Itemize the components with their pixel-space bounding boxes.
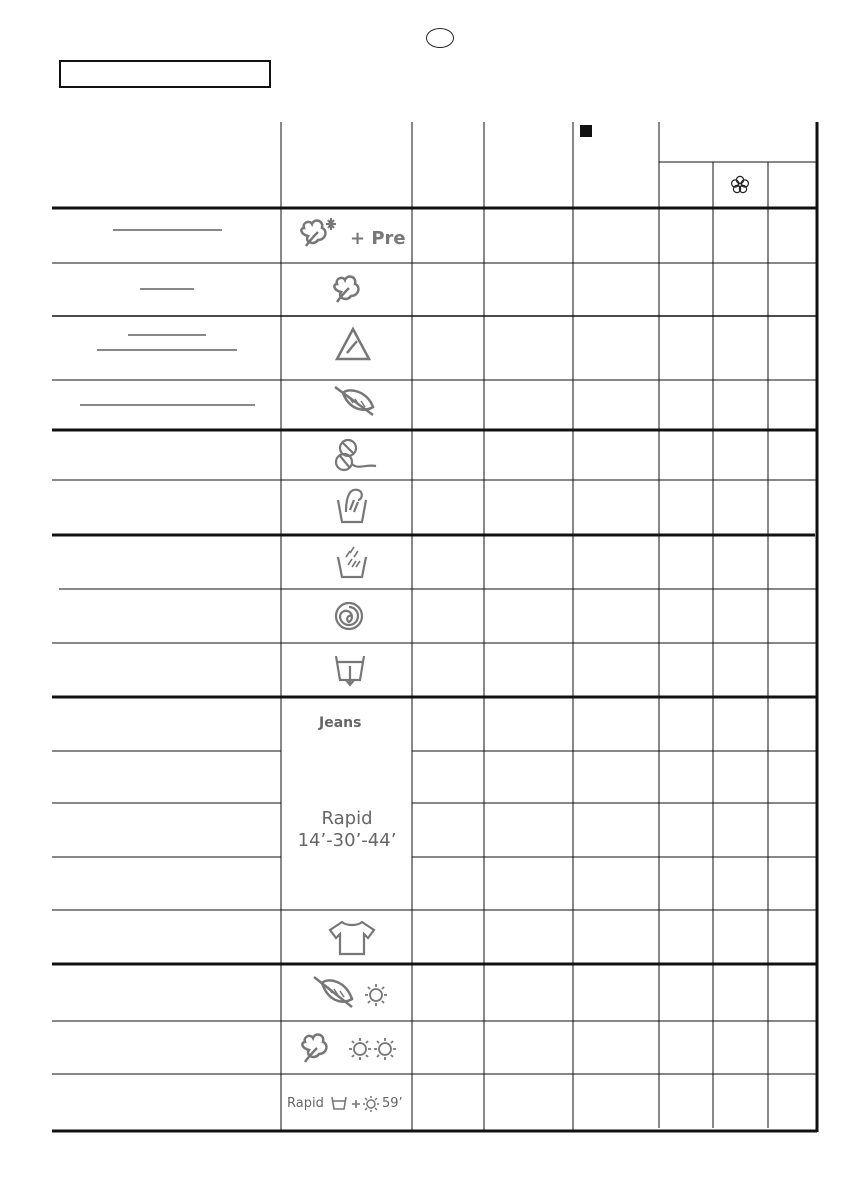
feather-delicate-icon xyxy=(335,387,373,415)
cotton-prewash-icon xyxy=(301,218,336,246)
drain-icon xyxy=(336,656,364,685)
sun-icon xyxy=(365,984,387,1006)
rapid-wash-dry-label: Rapid xyxy=(287,1096,324,1111)
jeans-label: Jeans xyxy=(319,715,362,731)
rapid-times: 14’-30’-44’ xyxy=(297,830,397,851)
rapid-title: Rapid xyxy=(321,808,373,829)
sun-icon-1 xyxy=(349,1038,371,1060)
tub-icon xyxy=(332,1097,346,1109)
cotton-icon xyxy=(334,277,358,302)
cotton-dry-icon xyxy=(302,1035,326,1062)
shirt-icon xyxy=(330,922,374,954)
black-square-icon xyxy=(580,125,592,137)
sun-icon-3 xyxy=(363,1096,379,1112)
rapid-wash-dry-time: 59’ xyxy=(382,1096,403,1111)
sun-icon-2 xyxy=(374,1038,396,1060)
rinse-shower-icon xyxy=(338,547,366,577)
rapid-label xyxy=(282,808,412,852)
pre-label: + Pre xyxy=(350,228,406,249)
wool-yarn-icon xyxy=(336,440,376,470)
hand-wash-icon xyxy=(338,490,366,522)
flower-icon xyxy=(732,176,749,192)
bleach-triangle-icon xyxy=(337,329,369,359)
feather-dry-icon xyxy=(314,977,352,1007)
plus-icon xyxy=(352,1100,360,1108)
spin-spiral-icon xyxy=(336,603,362,629)
